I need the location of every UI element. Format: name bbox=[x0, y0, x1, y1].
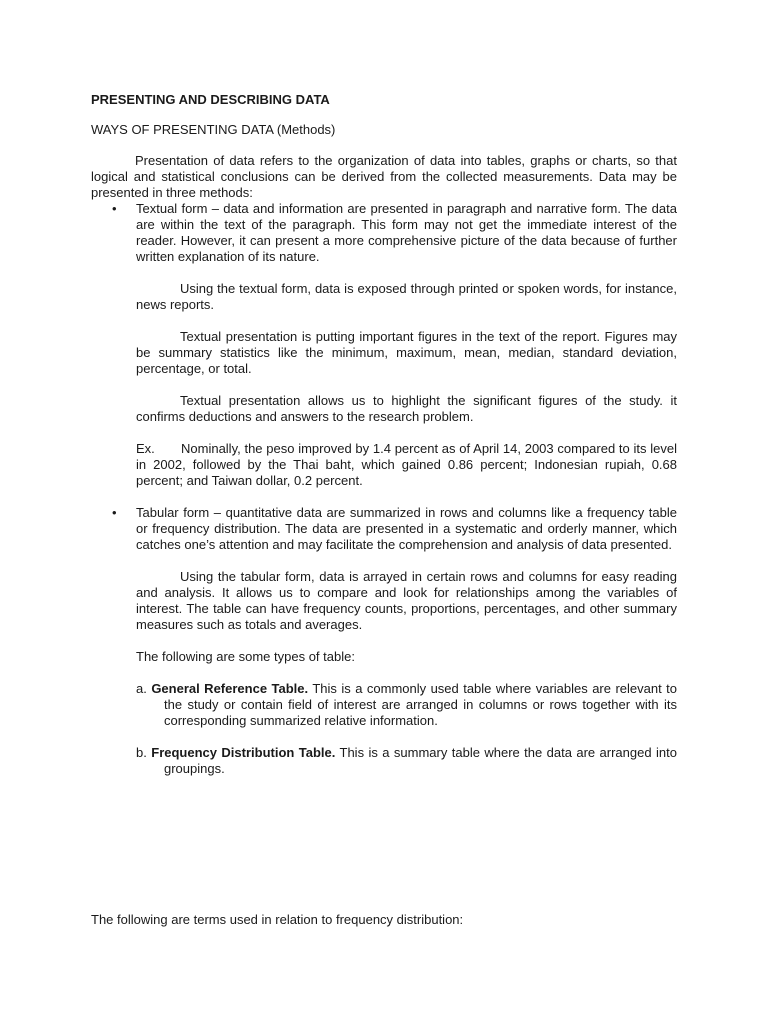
textual-paragraph-2: Textual presentation is putting important figures in the text of the report. Figures may be summary statistics like the minimum, maximum, mean, median, standard deviation, percentage, or total. bbox=[136, 329, 677, 376]
table-type-general-reference bbox=[136, 681, 677, 729]
textual-form-paragraph: Textual form – data and information are presented in paragraph and narrative form. The data are within the text of the paragraph. This form may not get the immediate interest of the reader. However, it can present a more comprehensive picture of the data because of further written explanation of its nature. bbox=[136, 201, 677, 264]
type-marker: a. bbox=[136, 681, 147, 696]
intro-paragraph: Presentation of data refers to the organization of data into tables, graphs or charts, so that logical and statistical conclusions can be derived from the collected measurements. Data may be presented in three methods: bbox=[91, 153, 677, 200]
bullet-textual-form bbox=[91, 201, 677, 489]
type-description: This is a summary table where the data are arranged into groupings. bbox=[164, 745, 677, 776]
example-label: Ex. bbox=[136, 441, 155, 456]
textual-paragraph-3: Textual presentation allows us to highlight the significant figures of the study. it confirms deductions and answers to the research problem. bbox=[136, 393, 677, 424]
example-text: Nominally, the peso improved by 1.4 percent as of April 14, 2003 compared to its level in 2002, followed by the Thai baht, which gained 0.86 percent; Indonesian rupiah, 0.68 percent; and Taiwan dollar, 0.2 percent. bbox=[136, 441, 677, 488]
textual-example bbox=[136, 441, 677, 489]
frequency-terms-intro: The following are terms used in relation to frequency distribution: bbox=[91, 912, 464, 927]
section-subtitle: WAYS OF PRESENTING DATA (Methods) bbox=[91, 122, 336, 137]
type-name: General Reference Table. bbox=[151, 681, 309, 696]
table-types-intro: The following are some types of table: bbox=[136, 649, 355, 664]
tabular-form-paragraph: Tabular form – quantitative data are summarized in rows and columns like a frequency table or frequency distribution. The data are presented in a systematic and orderly manner, which catches one’s attention and may facilitate the comprehension and analysis of data presented. bbox=[136, 505, 677, 552]
type-name: Frequency Distribution Table. bbox=[151, 745, 336, 760]
document-title: PRESENTING AND DESCRIBING DATA bbox=[91, 92, 330, 107]
bullet-tabular-form bbox=[91, 505, 677, 777]
bullet-mark: • bbox=[112, 201, 117, 216]
table-type-frequency-distribution bbox=[136, 745, 677, 777]
textual-paragraph-1: Using the textual form, data is exposed through printed or spoken words, for instance, news reports. bbox=[136, 281, 677, 312]
type-marker: b. bbox=[136, 745, 147, 760]
tabular-paragraph-1: Using the tabular form, data is arrayed in certain rows and columns for easy reading and analysis. It allows us to compare and look for relationships among the variables of interest. The table can have frequency counts, proportions, percentages, and other summary measures such as totals and averages. bbox=[136, 569, 677, 632]
type-description: This is a commonly used table where variables are relevant to the study or contain field of interest are arranged in columns or rows together with its corresponding summarized relative information. bbox=[164, 681, 677, 728]
document-page bbox=[91, 92, 677, 790]
bullet-mark: • bbox=[112, 505, 117, 520]
